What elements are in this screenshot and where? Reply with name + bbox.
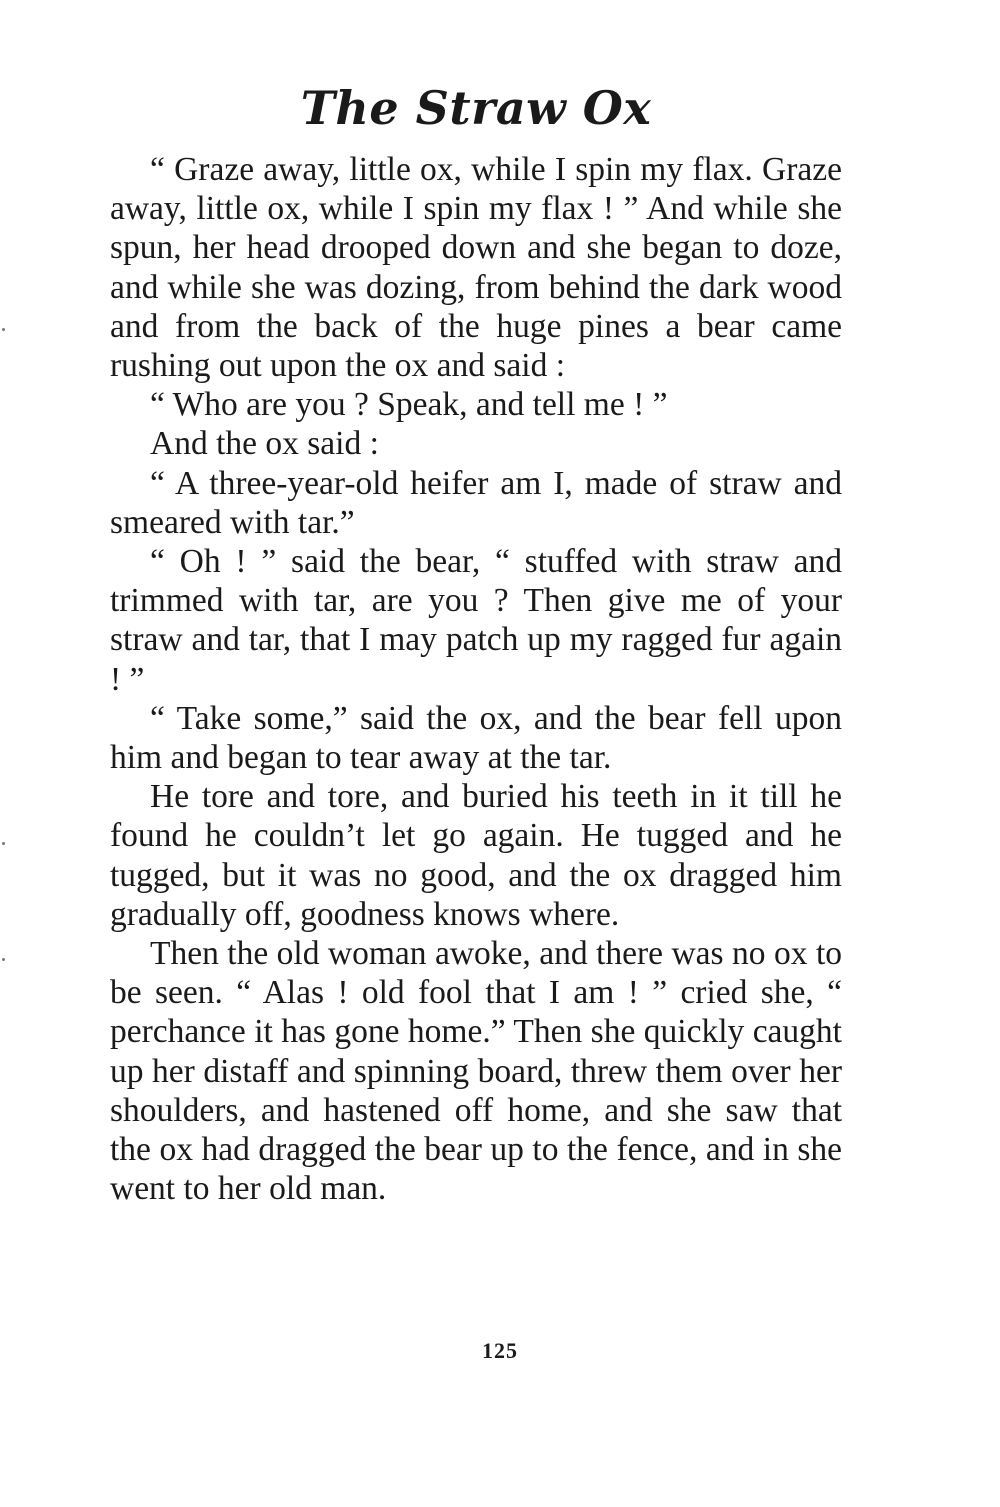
book-page (110, 72, 842, 1208)
body-text (110, 150, 842, 1208)
page-number: 125 (482, 1338, 518, 1363)
margin-speck (2, 328, 5, 331)
margin-speck (2, 842, 5, 845)
paragraph: Then the old woman awoke, and there was no ox to be seen. “ Alas ! old fool that I am ! ” cried she, “ perchance it has gone home.” Then she quickly caught up her distaff and spinning board, threw them over her shoulders, and hastened off home, and she saw that the ox had dragged the bear up to the fence, and in she went to her old man. (110, 935, 842, 1208)
paragraph: “ A three-year-old heifer am I, made of straw and smeared with tar.” (110, 464, 842, 541)
running-head: The Straw Ox (300, 81, 652, 135)
paragraph: “ Graze away, little ox, while I spin my flax. Graze away, little ox, while I spin my flax ! ” And while she spun, her head drooped down and she began to doze, and while she was dozing, from behind the dark wood and from the back of the huge pines a bear came rushing out upon the ox and said : (110, 151, 842, 385)
paragraph: “ Who are you ? Speak, and tell me ! ” (150, 386, 668, 424)
paragraph: “ Oh ! ” said the bear, “ stuffed with straw and trimmed with tar, are you ? Then give me of your straw and tar, that I may patch up my ragged fur again ! ” (110, 543, 842, 698)
paragraph: “ Take some,” said the ox, and the bear fell upon him and began to tear away at the tar. (110, 699, 842, 777)
paragraph: He tore and tore, and buried his teeth in it till he found he couldn’t let go again. He tugged and he tugged, but it was no good, and the ox dragged him gradually off, goodness knows where. (110, 778, 842, 933)
margin-speck (2, 958, 5, 961)
paragraph: And the ox said : (150, 425, 379, 463)
